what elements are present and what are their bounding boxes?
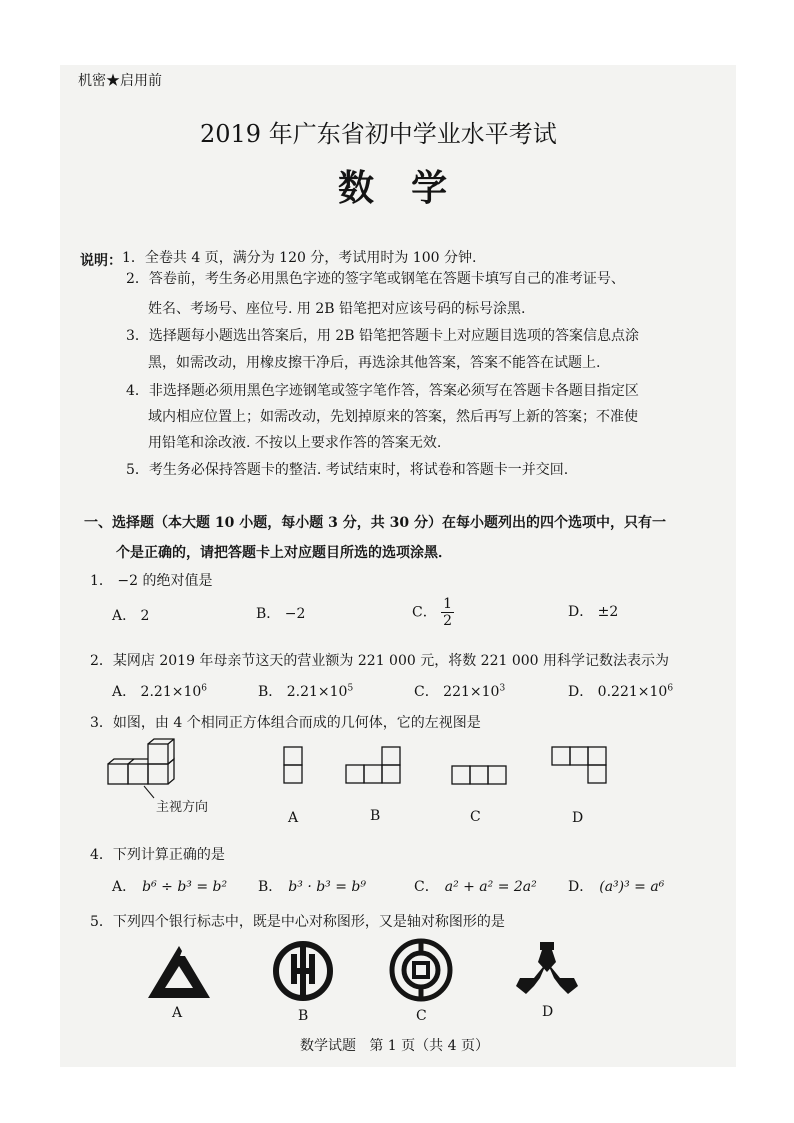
q4-a-label: A．	[112, 879, 137, 895]
instruction-2: 2．答卷前，考生务必用黑色字迹的签字笔或钢笔在答题卡填写自己的准考证号、	[126, 271, 625, 287]
q4-b-label: B．	[258, 879, 283, 895]
instruction-4-cont: 域内相应位置上；如需改动，先划掉原来的答案，然后再写上新的答案；不准使	[148, 409, 638, 425]
q1-stem: 1． −2 的绝对值是	[90, 573, 213, 589]
q5-logo-b-bank-icon	[272, 940, 334, 1002]
q2-a-text: A． 2.21×10	[112, 684, 202, 700]
q3-option-d-figure	[550, 745, 612, 787]
page-footer: 数学试题 第 1 页（共 4 页）	[300, 1038, 489, 1054]
q3-option-c-label: C	[470, 809, 481, 825]
q1-option-c-fraction	[441, 596, 454, 629]
q2-c-exp: 3	[499, 683, 506, 694]
subject-title: 数 学	[338, 167, 452, 209]
q5-logo-d-trefoil-icon	[512, 938, 582, 1000]
q1-option-c	[412, 596, 454, 629]
q2-option-a	[112, 681, 207, 701]
q5-logo-c-coin-icon	[389, 938, 453, 1002]
instruction-5: 5．考生务必保持答题卡的整洁. 考试结束时，将试卷和答题卡一并交回.	[126, 462, 569, 478]
q3-option-c-figure	[450, 764, 512, 788]
q2-b-exp: 5	[347, 683, 354, 694]
q3-option-d-label: D	[572, 810, 584, 826]
q2-a-exp: 6	[201, 683, 208, 694]
q2-d-exp: 6	[667, 683, 674, 694]
instruction-3: 3．选择题每小题选出答案后，用 2B 铅笔把答题卡上对应题目选项的答案信息点涂	[126, 328, 640, 344]
q3-view-direction-label: 主视方向	[156, 800, 209, 815]
q2-stem: 2．某网店 2019 年母亲节这天的营业额为 221 000 元，将数 221 000 用科学记数法表示为	[90, 653, 670, 669]
q5-stem: 5．下列四个银行标志中，既是中心对称图形，又是轴对称图形的是	[90, 914, 505, 930]
q4-option-b	[258, 876, 366, 896]
section1-heading-cont: 个是正确的，请把答题卡上对应题目所选的选项涂黑．	[116, 545, 452, 561]
instruction-1: 1．全卷共 4 页，满分为 120 分，考试用时为 100 分钟.	[122, 250, 477, 266]
q4-b-math: b³ · b³ = b⁹	[288, 879, 367, 895]
q4-option-d	[568, 876, 664, 896]
q1-c-denominator: 2	[443, 613, 453, 629]
q4-a-math: b⁶ ÷ b³ = b²	[142, 879, 228, 895]
q5-option-b-label: B	[298, 1008, 309, 1024]
instructions-label: 说明：	[80, 253, 122, 269]
section1-heading: 一、选择题（本大题 10 小题，每小题 3 分，共 30 分）在每小题列出的四个选项中，只有一	[84, 515, 666, 531]
q5-option-a-label: A	[172, 1005, 183, 1021]
q4-d-label: D．	[568, 879, 594, 895]
q4-stem: 4．下列计算正确的是	[90, 847, 225, 863]
q4-c-math: a² + a² = 2a²	[444, 879, 537, 895]
q5-option-d-label: D	[542, 1004, 554, 1020]
q4-option-c	[414, 876, 537, 896]
q1-option-a: A． 2	[112, 608, 150, 624]
instruction-4-cont2: 用铅笔和涂改液. 不按以上要求作答的答案无效.	[148, 435, 442, 451]
exam-title: 2019 年广东省初中学业水平考试	[200, 120, 557, 148]
instruction-4: 4．非选择题必须用黑色字迹钢笔或签字笔作答，答案必须写在答题卡各题目指定区	[126, 383, 639, 399]
q3-stem: 3．如图，由 4 个相同正方体组合而成的几何体，它的左视图是	[90, 715, 481, 731]
q2-option-b	[258, 681, 353, 701]
q5-option-c-label: C	[416, 1008, 427, 1024]
q2-c-text: C． 221×10	[414, 684, 500, 700]
q2-d-text: D． 0.221×10	[568, 684, 668, 700]
q3-option-b-figure	[344, 745, 406, 787]
q3-option-a-figure	[282, 745, 306, 787]
instruction-3-cont: 黑，如需改动，用橡皮擦干净后，再选涂其他答案，答案不能答在试题上.	[148, 355, 601, 371]
q3-option-b-label: B	[370, 808, 381, 824]
q4-d-math: (a³)³ = a⁶	[599, 879, 665, 895]
q1-option-c-label: C．	[412, 604, 437, 621]
q1-c-numerator: 1	[443, 596, 453, 612]
q4-option-a	[112, 876, 227, 896]
q3-option-a-label: A	[288, 810, 299, 826]
instruction-2-cont: 姓名、考场号、座位号. 用 2B 铅笔把对应该号码的标号涂黑.	[148, 301, 526, 317]
q1-option-b: B． −2	[256, 606, 306, 622]
q2-option-d	[568, 681, 673, 701]
q1-option-d: D． ±2	[568, 604, 619, 620]
q3-solid-figure	[104, 738, 184, 798]
q2-b-text: B． 2.21×10	[258, 684, 348, 700]
q5-logo-a-triangle-icon	[146, 944, 212, 1000]
q2-option-c	[414, 681, 505, 701]
confidential-label: 机密★启用前	[78, 73, 162, 89]
q4-c-label: C．	[414, 879, 439, 895]
